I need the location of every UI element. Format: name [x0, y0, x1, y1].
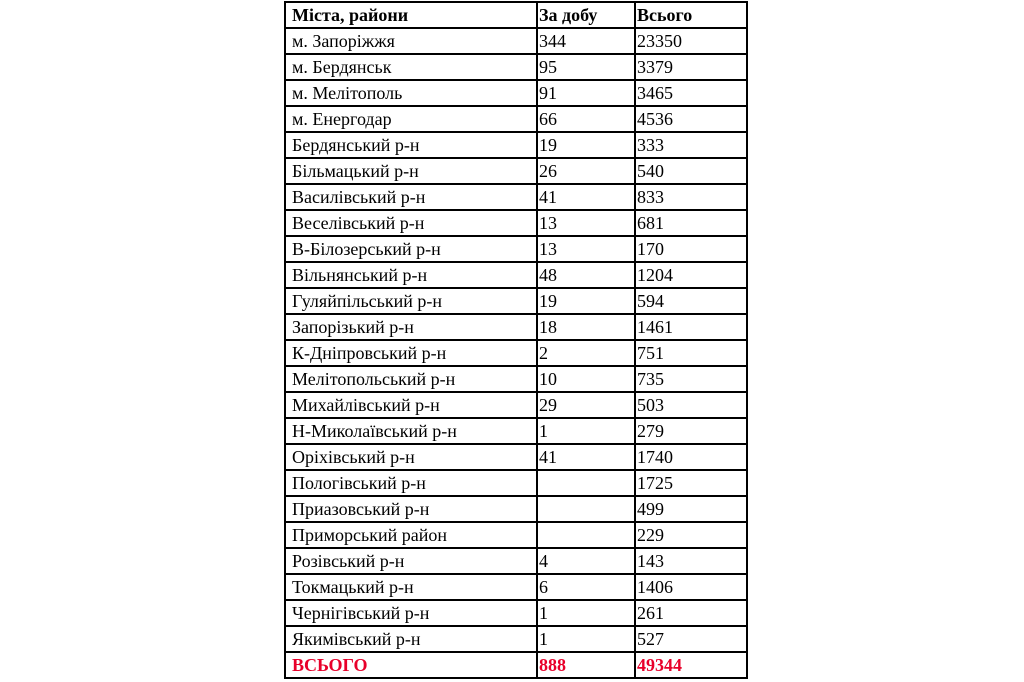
- cell-total: 143: [635, 548, 747, 574]
- cell-total: 229: [635, 522, 747, 548]
- cell-per-day: 13: [537, 236, 635, 262]
- cell-per-day: 4: [537, 548, 635, 574]
- cell-per-day: 18: [537, 314, 635, 340]
- cell-total: 279: [635, 418, 747, 444]
- cell-total: 1461: [635, 314, 747, 340]
- table-row: [285, 288, 747, 314]
- cell-per-day: 41: [537, 184, 635, 210]
- cell-total: 170: [635, 236, 747, 262]
- cell-per-day: 29: [537, 392, 635, 418]
- cell-total: 527: [635, 626, 747, 652]
- cell-total: 1204: [635, 262, 747, 288]
- table-row: [285, 600, 747, 626]
- cell-district: Веселівський р-н: [285, 210, 537, 236]
- cell-district: Василівський р-н: [285, 184, 537, 210]
- cell-total: 594: [635, 288, 747, 314]
- statistics-table: [284, 1, 748, 679]
- cell-total: 23350: [635, 28, 747, 54]
- cell-per-day: 19: [537, 288, 635, 314]
- table-row: [285, 80, 747, 106]
- header-total: Всього: [635, 2, 747, 28]
- cell-district: Вільнянський р-н: [285, 262, 537, 288]
- cell-district: Якимівський р-н: [285, 626, 537, 652]
- table-row: [285, 522, 747, 548]
- table-header-row: [285, 2, 747, 28]
- table-row: [285, 626, 747, 652]
- total-row: [285, 652, 747, 678]
- table-row: [285, 418, 747, 444]
- table-row: [285, 184, 747, 210]
- cell-total: 499: [635, 496, 747, 522]
- cell-per-day: 26: [537, 158, 635, 184]
- cell-per-day: 48: [537, 262, 635, 288]
- header-per-day: За добу: [537, 2, 635, 28]
- table-row: [285, 106, 747, 132]
- table-row: [285, 54, 747, 80]
- cell-total: 1725: [635, 470, 747, 496]
- cell-per-day: 41: [537, 444, 635, 470]
- cell-per-day: 344: [537, 28, 635, 54]
- cell-per-day: 1: [537, 418, 635, 444]
- cell-total: 3465: [635, 80, 747, 106]
- cell-total: 735: [635, 366, 747, 392]
- cell-district: м. Бердянськ: [285, 54, 537, 80]
- cell-total: 1740: [635, 444, 747, 470]
- cell-per-day: 1: [537, 600, 635, 626]
- cell-total: 333: [635, 132, 747, 158]
- cell-per-day: 1: [537, 626, 635, 652]
- cell-district: Розівський р-н: [285, 548, 537, 574]
- cell-district: Мелітопольський р-н: [285, 366, 537, 392]
- cell-per-day: 2: [537, 340, 635, 366]
- cell-per-day: 91: [537, 80, 635, 106]
- cell-per-day: 19: [537, 132, 635, 158]
- total-per-day: 888: [537, 652, 635, 678]
- cell-district: Токмацький р-н: [285, 574, 537, 600]
- cell-district: Н-Миколаївський р-н: [285, 418, 537, 444]
- table-body: [285, 28, 747, 678]
- cell-per-day: 66: [537, 106, 635, 132]
- table-row: [285, 132, 747, 158]
- table-row: [285, 314, 747, 340]
- table-row: [285, 340, 747, 366]
- table-row: [285, 574, 747, 600]
- table-row: [285, 444, 747, 470]
- total-label: ВСЬОГО: [285, 652, 537, 678]
- table-row: [285, 366, 747, 392]
- cell-district: Оріхівський р-н: [285, 444, 537, 470]
- cell-district: Більмацький р-н: [285, 158, 537, 184]
- cell-district: Гуляйпільський р-н: [285, 288, 537, 314]
- cell-total: 1406: [635, 574, 747, 600]
- cell-per-day: [537, 496, 635, 522]
- cell-per-day: [537, 522, 635, 548]
- header-cities-districts: Міста, райони: [285, 2, 537, 28]
- cell-total: 751: [635, 340, 747, 366]
- cell-district: Чернігівський р-н: [285, 600, 537, 626]
- cell-total: 681: [635, 210, 747, 236]
- cell-per-day: 10: [537, 366, 635, 392]
- cell-district: м. Запоріжжя: [285, 28, 537, 54]
- total-overall: 49344: [635, 652, 747, 678]
- cell-per-day: 13: [537, 210, 635, 236]
- cell-district: К-Дніпровський р-н: [285, 340, 537, 366]
- table-row: [285, 548, 747, 574]
- cell-district: м. Енергодар: [285, 106, 537, 132]
- cell-district: м. Мелітополь: [285, 80, 537, 106]
- table-row: [285, 210, 747, 236]
- table-row: [285, 262, 747, 288]
- cell-total: 503: [635, 392, 747, 418]
- cell-district: Запорізький р-н: [285, 314, 537, 340]
- cell-total: 3379: [635, 54, 747, 80]
- cell-per-day: [537, 470, 635, 496]
- table-row: [285, 28, 747, 54]
- table-row: [285, 236, 747, 262]
- cell-per-day: 6: [537, 574, 635, 600]
- cell-district: Приморський район: [285, 522, 537, 548]
- cell-district: Приазовський р-н: [285, 496, 537, 522]
- cell-total: 261: [635, 600, 747, 626]
- cell-total: 540: [635, 158, 747, 184]
- table-row: [285, 158, 747, 184]
- cell-total: 833: [635, 184, 747, 210]
- table-row: [285, 470, 747, 496]
- cell-district: Михайлівський р-н: [285, 392, 537, 418]
- cell-district: В-Білозерський р-н: [285, 236, 537, 262]
- table-row: [285, 392, 747, 418]
- table-row: [285, 496, 747, 522]
- cell-district: Бердянський р-н: [285, 132, 537, 158]
- cell-per-day: 95: [537, 54, 635, 80]
- cell-district: Пологівський р-н: [285, 470, 537, 496]
- cell-total: 4536: [635, 106, 747, 132]
